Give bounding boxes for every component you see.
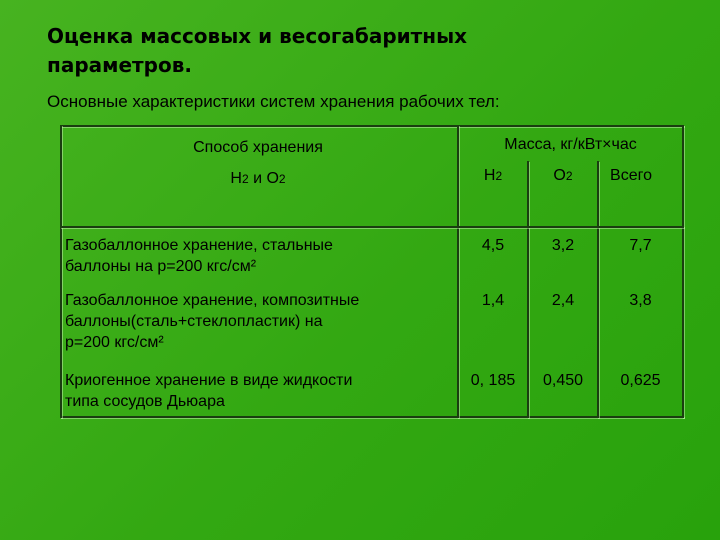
- table-row-1-method-line-1: Газобаллонное хранение, стальные: [65, 237, 333, 254]
- header-method-cell: [62, 137, 454, 190]
- table-row-2-o2: 2,4: [551, 292, 575, 309]
- table-row-1-total: 7,7: [629, 237, 652, 254]
- header-col-o2: [529, 165, 597, 187]
- header-method-h-sub: 2: [241, 172, 249, 186]
- table-row-1-o2: 3,2: [551, 237, 575, 254]
- header-col-h: H: [483, 167, 496, 184]
- header-method-substances: [62, 168, 454, 190]
- table-row-2-method-line-3: р=200 кгс/см²: [65, 334, 164, 351]
- table-row-2-method-line-1: Газобаллонное хранение, композитные: [65, 292, 360, 309]
- table-row-3-method-line-1: Криогенное хранение в виде жидкости: [65, 372, 353, 389]
- table-border-bottom: [60, 416, 684, 418]
- table-row-2-total: 3,8: [629, 292, 652, 309]
- header-col-total: Всего: [610, 167, 652, 184]
- header-col-o-sub: 2: [565, 169, 573, 183]
- header-method-o-sub: 2: [278, 172, 286, 186]
- table-row-1-method: [65, 235, 455, 277]
- slide-title-line-2: параметров.: [47, 53, 192, 77]
- header-col-o: O: [553, 167, 566, 184]
- header-col-h-sub: 2: [495, 169, 503, 183]
- table-row-3-method-line-2: типа сосудов Дьюара: [65, 393, 225, 410]
- table-row-3-method: [65, 370, 455, 412]
- table-header-separator: [60, 226, 684, 228]
- slide-title-line-1: Оценка массовых и весогабаритных: [47, 24, 468, 48]
- header-mass: Масса, кг/кВт×час: [504, 136, 637, 153]
- header-method-and-o: и O: [248, 170, 279, 187]
- table-row-2-method: [65, 290, 455, 353]
- header-method-h: H: [230, 170, 242, 187]
- table-row-2-method-line-2: баллоны(сталь+стеклопластик) на: [65, 313, 323, 330]
- slide-subtitle: Основные характеристики систем хранения рабочих тел:: [47, 92, 500, 111]
- table-row-3-h2: 0, 185: [470, 372, 516, 389]
- table-row-2-h2: 1,4: [481, 292, 505, 309]
- header-col-h2: [459, 165, 527, 187]
- table-border-right: [682, 125, 684, 418]
- table-row-1-method-line-2: баллоны на р=200 кгс/см²: [65, 258, 257, 275]
- table-border-top: [60, 125, 684, 127]
- table-row-1-h2: 4,5: [481, 237, 505, 254]
- table-row-3-total: 0,625: [620, 372, 661, 389]
- table-row-3-o2: 0,450: [542, 372, 584, 389]
- header-method-label: Способ хранения: [193, 139, 323, 156]
